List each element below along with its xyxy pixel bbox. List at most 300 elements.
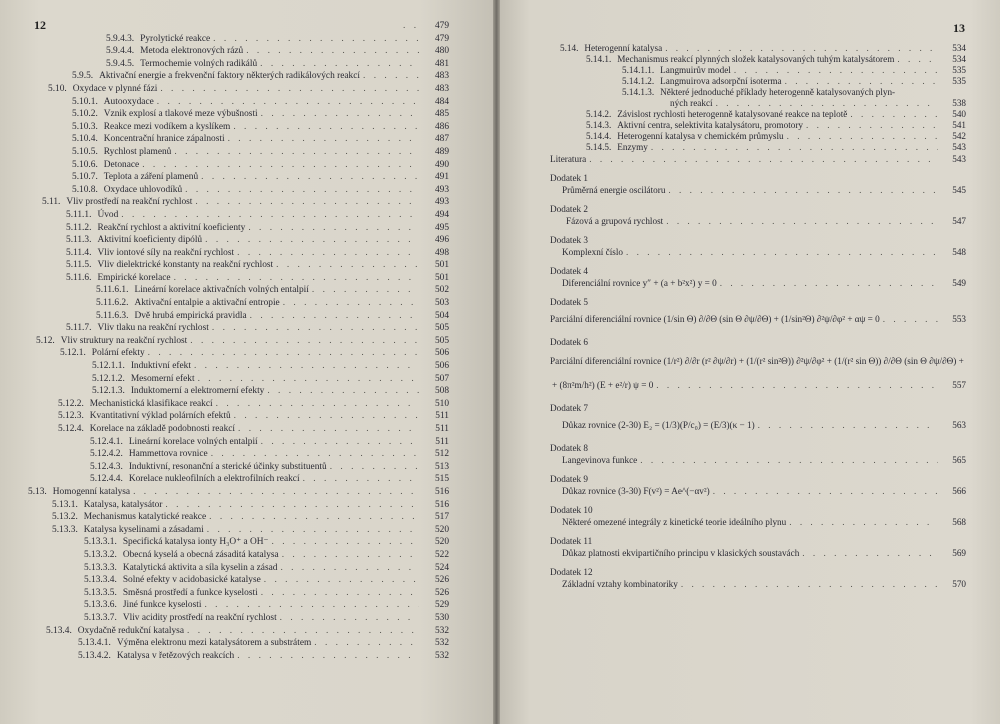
- toc-entry-number: 5.12.4.3.: [90, 461, 123, 472]
- dot-leader: [269, 536, 420, 549]
- toc-entry-title: Vliv prostředí na reakční rychlost: [66, 197, 193, 208]
- toc-entry-page: 513: [434, 461, 449, 472]
- toc-entry-number: 5.12.4.: [58, 424, 84, 434]
- dot-leader: [653, 374, 938, 396]
- toc-entry: [0, 511, 493, 524]
- toc-entry: [0, 20, 493, 33]
- toc-entry-number: 5.12.1.: [60, 348, 86, 359]
- toc-entry-title: Mechanismus katalytické reakce: [83, 512, 207, 523]
- dot-leader: [731, 65, 938, 76]
- toc-entry-number: 5.13.4.2.: [78, 650, 111, 661]
- toc-entry-title: Diferenciální rovnice y″ + (a + b²x²) y = 0: [562, 278, 717, 288]
- toc-entry: [500, 578, 1000, 591]
- toc-entry: [0, 562, 493, 575]
- toc-entry-number: 5.12.3.: [58, 411, 84, 422]
- toc-entry: [0, 423, 493, 436]
- dot-leader: [209, 322, 419, 335]
- toc-entry-page: 568: [952, 517, 966, 527]
- toc-entry-title: Induktomerní a elektromerní efekty: [130, 386, 265, 397]
- toc-entry: [0, 133, 493, 146]
- dot-leader: [803, 120, 938, 131]
- toc-entry-title: Katalysa, katalysátor: [83, 499, 163, 510]
- toc-entry-number: 5.13.4.1.: [78, 638, 111, 649]
- left-page: [0, 0, 493, 724]
- toc-entry-title: Lineární korelace aktivačních volných entalpií: [134, 285, 309, 296]
- toc-entry: [0, 335, 493, 348]
- dot-leader: [154, 96, 419, 109]
- toc-entry-page: 524: [434, 562, 449, 573]
- toc-entry-page: 479: [434, 33, 449, 44]
- dot-leader: [195, 373, 419, 386]
- toc-entry-number: 5.12.1.3.: [92, 386, 125, 397]
- toc-entry-title: ných reakcí: [670, 98, 713, 108]
- toc-entry-title: Lineární korelace volných entalpií: [128, 436, 258, 447]
- dot-leader: [663, 215, 938, 228]
- toc-entry-number: 5.11.3.: [66, 235, 92, 246]
- toc-entry-title: Dodatek 11: [550, 536, 593, 546]
- dot-leader: [191, 360, 419, 373]
- toc-entry: [0, 322, 493, 335]
- toc-entry-page: 538: [952, 98, 966, 108]
- toc-entry-page: 494: [434, 209, 449, 220]
- dot-leader: [201, 599, 419, 612]
- toc-entry: [0, 222, 493, 235]
- dot-leader: [171, 146, 419, 159]
- dot-leader: [187, 335, 419, 348]
- toc-entry-number: 5.13.4.: [46, 625, 72, 636]
- dot-leader: [277, 562, 419, 575]
- toc-entry-page: 487: [434, 134, 449, 145]
- dot-leader: [182, 184, 419, 197]
- toc-entry-page: 526: [434, 575, 449, 586]
- toc-entry-title: Dodatek 4: [550, 266, 589, 276]
- toc-entry-number: 5.14.1.1.: [622, 65, 655, 75]
- toc-entry-title: Dodatek 1: [550, 173, 589, 183]
- toc-entry: [0, 108, 493, 121]
- toc-entry-page: 481: [434, 58, 449, 69]
- toc-entry-page: 545: [952, 185, 966, 195]
- toc-entry-number: 5.13.3.5.: [84, 587, 117, 598]
- toc-entry-number: 5.9.5.: [72, 71, 94, 82]
- toc-entry-title: Langmuirův model: [660, 65, 731, 75]
- toc-entry-title: Homogenní katalysa: [52, 486, 131, 497]
- toc-entry-title: Důkaz platnosti ekvipartičního principu v klasických soustavách: [562, 548, 800, 558]
- toc-entry: [0, 284, 493, 297]
- toc-entry-number: 5.14.2.: [586, 109, 612, 119]
- toc-entry-title: Heterogenní katalysa: [584, 43, 663, 53]
- toc-entry-number: 5.13.3.1.: [84, 537, 117, 548]
- toc-entry: [0, 612, 493, 625]
- toc-entry-page: 512: [434, 449, 449, 460]
- toc-entry-number: 5.10.7.: [72, 172, 98, 183]
- dot-leader: [247, 310, 419, 323]
- dot-leader: [847, 109, 938, 120]
- toc-entry-title: Dodatek 6: [550, 337, 589, 347]
- toc-entry-number: 5.12.4.1.: [90, 436, 123, 447]
- dot-leader: [206, 511, 419, 524]
- toc-entry-page: 532: [434, 638, 449, 649]
- toc-entry: [0, 96, 493, 109]
- toc-entry: [500, 131, 1000, 142]
- toc-entry: [500, 536, 1000, 547]
- toc-entry: [0, 121, 493, 134]
- toc-entry: [0, 209, 493, 222]
- toc-entry-page: 547: [952, 216, 966, 226]
- toc-entry-page: 543: [952, 142, 966, 152]
- toc-entry-title: Vliv iontové síly na reakční rychlost: [97, 247, 235, 258]
- toc-entry: [0, 196, 493, 209]
- dot-leader: [665, 184, 938, 197]
- toc-entry-title: Teplota a záření plamenů: [103, 172, 199, 183]
- toc-entry-number: 5.11.6.2.: [96, 298, 129, 309]
- toc-entry-number: 5.13.3.7.: [84, 612, 117, 623]
- toc-entry-title: Průměrná energie oscilátoru: [562, 185, 666, 195]
- toc-entry-page: 493: [434, 197, 449, 208]
- toc-entry-title: Dodatek 9: [550, 474, 589, 484]
- dot-leader: [184, 625, 419, 638]
- toc-entry-number: 5.9.4.5.: [106, 58, 135, 69]
- dot-leader: [277, 612, 419, 625]
- toc-entry: [500, 567, 1000, 578]
- toc-entry: [500, 266, 1000, 277]
- toc-entry: [0, 171, 493, 184]
- toc-entry: [500, 235, 1000, 246]
- dot-leader: [225, 133, 419, 146]
- toc-entry-number: 5.10.3.: [72, 121, 98, 132]
- toc-entry-number: 5.13.3.3.: [84, 562, 117, 573]
- toc-entry-page: 549: [952, 278, 966, 288]
- toc-entry-page: 520: [434, 524, 449, 535]
- toc-entry-title: Aktivační energie a frekvenční faktory některých radikálových reakcí: [99, 71, 360, 82]
- right-page: [500, 0, 1000, 724]
- toc-entry-title: Jiné funkce kyselosti: [122, 600, 202, 611]
- toc-entry: [0, 524, 493, 537]
- toc-entry: [500, 277, 1000, 290]
- dot-leader: [309, 284, 419, 297]
- toc-entry-title: Pyrolytické reakce: [140, 33, 211, 44]
- toc-entry-page: 526: [434, 587, 449, 598]
- toc-entry-number: 5.11.1.: [66, 209, 92, 220]
- toc-entry: [0, 637, 493, 650]
- dot-leader: [130, 486, 419, 499]
- toc-entry-page: 532: [434, 650, 449, 661]
- toc-entry-title: Empirické korelace: [97, 272, 171, 283]
- toc-entry: [0, 574, 493, 587]
- toc-entry-title: Koncentrační hranice zápalnosti: [103, 134, 225, 145]
- toc-entry-page: 516: [434, 486, 449, 497]
- toc-entry: [500, 485, 1000, 498]
- toc-entry: [0, 146, 493, 159]
- toc-entry-number: 5.10.1.: [72, 96, 98, 107]
- book-gutter: [493, 0, 500, 724]
- toc-entry-number: 5.11.2.: [66, 222, 92, 233]
- toc-entry-page: 491: [434, 172, 449, 183]
- toc-entry-page: 520: [434, 537, 449, 548]
- toc-entry-number: 5.12.4.2.: [90, 449, 123, 460]
- toc-entry-title: Dodatek 7: [550, 403, 589, 413]
- dot-leader: [261, 574, 419, 587]
- toc-entry-page: 530: [434, 612, 449, 623]
- toc-entry-page: 495: [434, 222, 449, 233]
- toc-entry: [500, 65, 1000, 76]
- toc-entry: [0, 234, 493, 247]
- toc-entry: [0, 58, 493, 71]
- toc-entry: [500, 443, 1000, 454]
- toc-entry: [0, 473, 493, 486]
- toc-entry-number: 5.14.: [560, 43, 579, 53]
- toc-entry-title: Důkaz rovnice (3-30) F(v²) = Ae^(−αv²): [562, 486, 710, 496]
- toc-entry: [500, 474, 1000, 485]
- toc-entry-page: 486: [434, 121, 449, 132]
- toc-entry-page: 563: [952, 420, 966, 430]
- toc-entry: [0, 587, 493, 600]
- toc-entry-page: 506: [434, 348, 449, 359]
- toc-entry: [0, 499, 493, 512]
- toc-entry: [500, 153, 1000, 166]
- toc-entry-page: 490: [434, 159, 449, 170]
- dot-leader: [784, 131, 938, 142]
- toc-entry-title: Dodatek 8: [550, 443, 589, 453]
- toc-entry-number: 5.13.3.: [52, 524, 78, 535]
- dot-leader: [400, 20, 419, 33]
- toc-entry-title: Dodatek 10: [550, 505, 593, 515]
- toc-entry-number: 5.14.4.: [586, 131, 612, 141]
- toc-entry-title: Oxydace v plynné fázi: [72, 83, 158, 94]
- toc-entry-number: 5.12.4.4.: [90, 474, 123, 485]
- table-of-contents: [0, 20, 493, 662]
- toc-entry-title: Langevinova funkce: [562, 455, 638, 465]
- dot-leader: [678, 578, 938, 591]
- toc-entry-page: 534: [952, 43, 966, 53]
- toc-entry: [0, 549, 493, 562]
- toc-entry-page: 510: [434, 398, 449, 409]
- toc-entry-page: 502: [434, 285, 449, 296]
- toc-entry-title: Vliv dielektrické konstanty na reakční rychlost: [97, 260, 274, 271]
- toc-entry-title: Parciální diferenciální rovnice (1/sin Θ) ∂/∂Θ (sin Θ ∂ψ/∂Θ) + (1/sin²Θ) ∂²ψ/∂φ² + αψ = 0: [550, 314, 880, 324]
- toc-entry-number: 5.13.3.6.: [84, 600, 117, 611]
- dot-leader: [782, 76, 938, 87]
- toc-entry-title: Dodatek 3: [550, 235, 589, 245]
- toc-entry-page: 485: [434, 109, 449, 120]
- toc-entry-title: Aktivační entalpie a aktivační entropie: [134, 298, 280, 309]
- toc-entry-page: 548: [952, 247, 966, 257]
- toc-entry-number: 5.13.3.4.: [84, 575, 117, 586]
- toc-entry: [500, 43, 1000, 54]
- toc-entry: [500, 204, 1000, 215]
- toc-entry-page: 569: [952, 548, 966, 558]
- toc-entry-number: 5.10.4.: [72, 134, 98, 145]
- toc-entry: [500, 516, 1000, 529]
- toc-entry: [500, 505, 1000, 516]
- dot-leader: [662, 43, 938, 54]
- toc-entry-page: 501: [434, 272, 449, 283]
- toc-entry-page: 504: [434, 310, 449, 321]
- toc-entry-page: 535: [952, 76, 966, 86]
- toc-entry-number: 5.11.6.1.: [96, 285, 129, 296]
- toc-entry: [0, 373, 493, 386]
- toc-entry-page: 541: [952, 120, 966, 130]
- dot-leader: [894, 54, 938, 65]
- toc-entry-number: 5.11.6.3.: [96, 310, 129, 321]
- toc-entry-number: 5.14.1.3.: [622, 87, 655, 97]
- toc-entry-page: 501: [434, 260, 449, 271]
- dot-leader: [139, 159, 419, 172]
- dot-leader: [258, 587, 419, 600]
- dot-leader: [243, 45, 419, 58]
- dot-leader: [202, 234, 419, 247]
- toc-entry-title: Katalysa v řetězových reakcích: [116, 650, 235, 661]
- toc-entry-title: Výměna elektronu mezi katalysátorem a substrátem: [116, 638, 312, 649]
- toc-entry: [0, 398, 493, 411]
- toc-entry-title: Dodatek 12: [550, 567, 593, 577]
- dot-leader: [880, 308, 938, 330]
- dot-leader: [264, 385, 419, 398]
- toc-entry: [0, 310, 493, 323]
- toc-entry: [500, 87, 1000, 98]
- toc-entry-title: Vliv acidity prostředí na reakční rychlost: [122, 612, 277, 623]
- toc-entry: [500, 98, 1000, 109]
- toc-entry-title: Rychlost plamenů: [103, 146, 172, 157]
- toc-entry-title: Specifická katalysa ionty H₃O⁺ a OH⁻: [122, 537, 269, 548]
- toc-entry: [500, 454, 1000, 467]
- toc-entry-page: 511: [435, 411, 449, 422]
- toc-entry: [0, 159, 493, 172]
- dot-leader: [279, 549, 419, 562]
- toc-entry-page: 515: [434, 474, 449, 485]
- dot-leader: [257, 58, 419, 71]
- toc-entry-page: 484: [434, 96, 449, 107]
- toc-entry-page: 543: [952, 154, 966, 164]
- dot-leader: [311, 637, 419, 650]
- toc-entry: [0, 486, 493, 499]
- page-number: 12: [34, 18, 46, 32]
- toc-entry-page: 498: [434, 247, 449, 258]
- toc-entry-number: 5.13.2.: [52, 512, 78, 523]
- toc-entry-title: Detonace: [103, 159, 140, 170]
- toc-entry-title: Vznik explosí a tlakové meze výbušnosti: [103, 109, 258, 120]
- table-of-contents: [500, 43, 1000, 591]
- toc-entry-page: 542: [952, 131, 966, 141]
- dot-leader: [273, 259, 419, 272]
- toc-entry-title: Katalysa kyselinami a zásadami: [83, 524, 204, 535]
- toc-entry: [0, 461, 493, 474]
- dot-leader: [234, 650, 419, 663]
- dot-leader: [157, 83, 419, 96]
- toc-entry-title: Hammettova rovnice: [128, 449, 208, 460]
- toc-entry-title: Reakční rychlost a aktivitní koeficienty: [97, 222, 246, 233]
- toc-entry-page: 522: [434, 549, 449, 560]
- toc-entry-page: 493: [434, 184, 449, 195]
- toc-entry: [500, 142, 1000, 153]
- dot-leader: [213, 398, 419, 411]
- toc-entry-title: Kvantitativní výklad polárních efektů: [89, 411, 231, 422]
- toc-entry: [0, 360, 493, 373]
- toc-entry: [0, 436, 493, 449]
- toc-entry-title: Mesomerní efekt: [130, 373, 195, 384]
- toc-entry-number: 5.9.4.3.: [106, 33, 135, 44]
- toc-entry-page: 506: [434, 361, 449, 372]
- toc-entry: [0, 410, 493, 423]
- toc-entry: [500, 374, 1000, 396]
- dot-leader: [710, 485, 938, 498]
- toc-entry-page: 553: [952, 314, 966, 324]
- toc-entry: [500, 547, 1000, 560]
- dot-leader: [648, 142, 938, 153]
- toc-entry: [500, 120, 1000, 131]
- dot-leader: [637, 454, 938, 467]
- toc-entry-number: 5.13.1.: [52, 499, 78, 510]
- toc-entry: [500, 109, 1000, 120]
- dot-leader: [231, 410, 419, 423]
- toc-entry-page: 511: [435, 436, 449, 447]
- toc-entry: [0, 385, 493, 398]
- toc-entry: [0, 272, 493, 285]
- toc-entry-page: 557: [952, 380, 966, 390]
- toc-entry-page: 534: [952, 54, 966, 64]
- toc-entry-number: 5.9.4.4.: [106, 46, 135, 57]
- toc-entry-number: 5.12.: [36, 335, 55, 346]
- toc-entry-page: 570: [952, 579, 966, 589]
- toc-entry-page: 517: [434, 512, 449, 523]
- toc-entry-title: Mechanistická klasifikace reakcí: [89, 398, 213, 409]
- dot-leader: [171, 272, 419, 285]
- toc-entry-page: 565: [952, 455, 966, 465]
- dot-leader: [799, 547, 938, 560]
- toc-entry-title: Aktivitní koeficienty dipólů: [97, 235, 203, 246]
- toc-entry: [500, 414, 1000, 436]
- toc-entry-page: 505: [434, 335, 449, 346]
- dot-leader: [234, 247, 419, 260]
- dot-leader: [230, 121, 419, 134]
- toc-entry: [0, 347, 493, 360]
- toc-entry-number: 5.12.1.2.: [92, 373, 125, 384]
- toc-entry: [0, 247, 493, 260]
- toc-entry-title: Některé omezené integrály z kinetické teorie ideálního plynu: [562, 517, 787, 527]
- toc-entry-page: 479: [434, 21, 449, 31]
- dot-leader: [713, 98, 938, 109]
- dot-leader: [360, 70, 419, 83]
- toc-entry-title: Vliv tlaku na reakční rychlost: [97, 323, 209, 334]
- toc-entry: [500, 297, 1000, 308]
- toc-entry-page: 507: [434, 373, 449, 384]
- toc-entry-title: + (8π²m/h²) (E + e²/r) ψ = 0: [552, 380, 654, 390]
- toc-entry: [0, 259, 493, 272]
- toc-entry-number: 5.11.: [42, 197, 61, 208]
- toc-entry: [0, 45, 493, 58]
- dot-leader: [145, 347, 419, 360]
- toc-entry-title: Základní vztahy kombinatoriky: [562, 579, 678, 589]
- dot-leader: [258, 108, 419, 121]
- toc-entry: [0, 33, 493, 46]
- toc-entry-title: Termochemie volných radikálů: [140, 58, 258, 69]
- toc-entry-number: 5.10.2.: [72, 109, 98, 120]
- page-number: 13: [953, 21, 965, 35]
- toc-entry-title: Langmuirova adsorpční isoterma: [660, 76, 782, 86]
- toc-entry: [500, 246, 1000, 259]
- dot-leader: [717, 277, 938, 290]
- toc-entry-number: 5.11.6.: [66, 272, 92, 283]
- toc-entry-page: 535: [952, 65, 966, 75]
- toc-entry-number: 5.14.1.: [586, 54, 612, 64]
- toc-entry: [0, 625, 493, 638]
- toc-entry-title: Úvod: [97, 209, 119, 220]
- toc-entry: [500, 215, 1000, 228]
- toc-entry: [0, 650, 493, 663]
- toc-entry-title: Korelace nukleofilních a elektrofilních reakcí: [128, 474, 300, 485]
- toc-entry-page: 511: [435, 424, 449, 434]
- toc-entry-title: Literatura: [550, 154, 587, 164]
- toc-entry-page: 483: [434, 71, 449, 82]
